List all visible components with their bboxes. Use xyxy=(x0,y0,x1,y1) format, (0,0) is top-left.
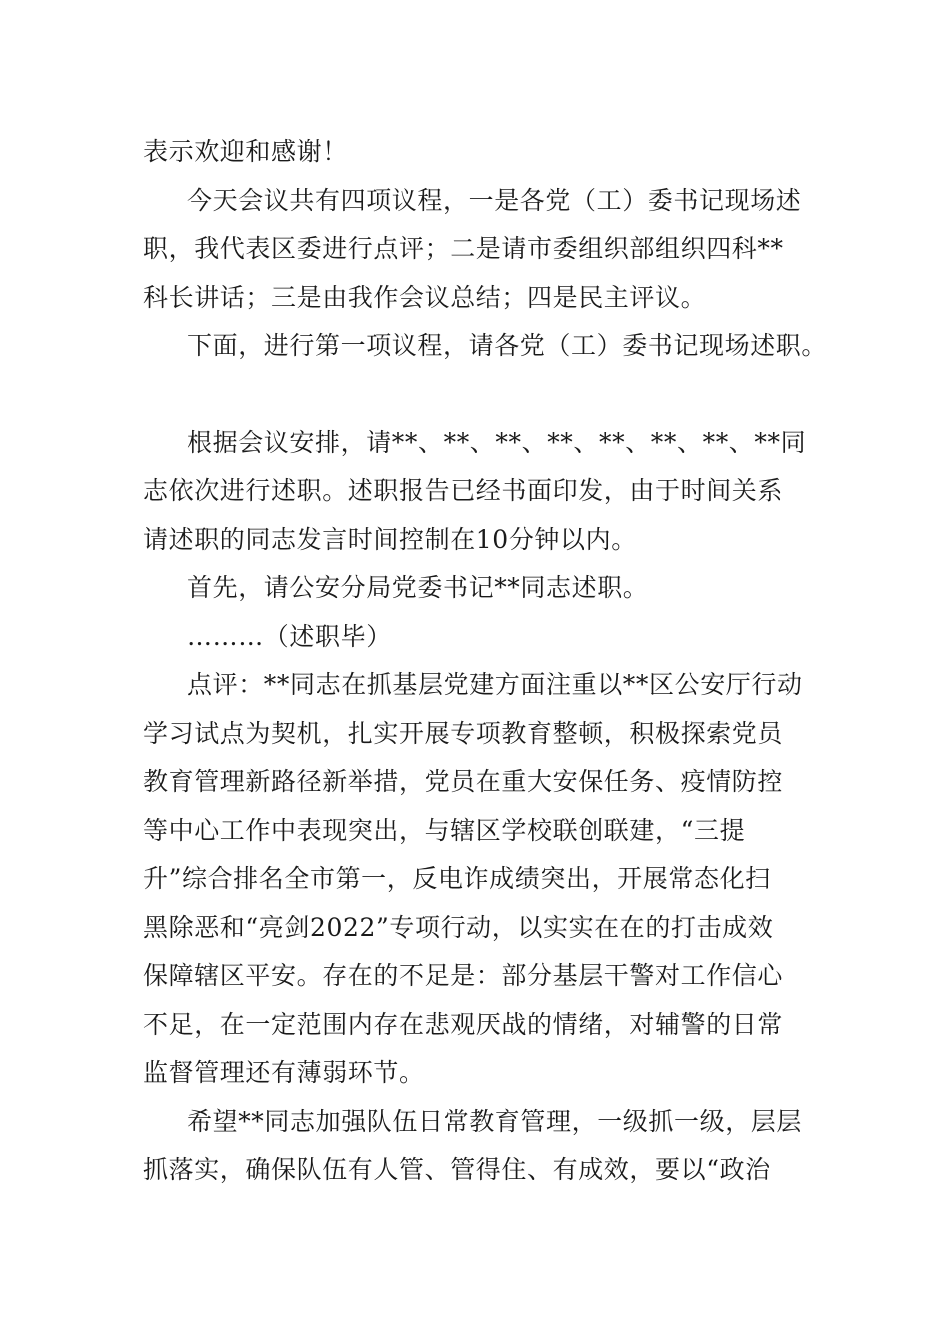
paragraph-review xyxy=(143,661,815,1098)
paragraph-agenda xyxy=(143,177,815,323)
text-line: 下面，进行第一项议程，请各党（工）委书记现场述职。 xyxy=(187,331,828,360)
text-line: 希望**同志加强队伍日常教育管理，一级抓一级，层层 xyxy=(187,1106,803,1136)
text-line: 等中心工作中表现突出，与辖区学校联创联建，“三提 xyxy=(143,815,746,845)
text-line: 抓落实，确保队伍有人管、管得住、有成效，要以“政治 xyxy=(143,1155,771,1184)
text-line: 根据会议安排，请**、**、**、**、**、**、**、**同 xyxy=(187,427,807,457)
text-line: 教育管理新路径新举措，党员在重大安保任务、疫情防控 xyxy=(143,767,784,796)
text-line: 保障辖区平安。存在的不足是：部分基层干警对工作信心 xyxy=(143,961,784,990)
text-line: 志依次进行述职。述职报告已经书面印发，由于时间关系 xyxy=(143,476,784,505)
text-line: 升”综合排名全市第一，反电诈成绩突出，开展常态化扫 xyxy=(143,864,771,893)
paragraph-arrangement xyxy=(143,419,815,565)
paragraph-report-end xyxy=(143,613,815,662)
paragraph-hope xyxy=(143,1098,815,1195)
text-line: 学习试点为契机，扎实开展专项教育整顿，积极探索党员 xyxy=(143,718,784,748)
text-line: 黑除恶和“亮剑2022”专项行动，以实实在在的打击成效 xyxy=(143,912,774,942)
text-line: 科长讲话；三是由我作会议总结；四是民主评议。 xyxy=(143,282,707,312)
paragraph-first-speaker xyxy=(143,564,815,613)
text-line: ………（述职毕） xyxy=(187,621,392,651)
text-line: 监督管理还有薄弱环节。 xyxy=(143,1058,425,1087)
text-line: 请述职的同志发言时间控制在10分钟以内。 xyxy=(143,524,637,554)
paragraph-first-item xyxy=(143,322,828,371)
text-line: 点评：**同志在抓基层党建方面注重以**区公安厅行动 xyxy=(187,670,803,699)
document-body xyxy=(143,128,828,1195)
text-line: 不足，在一定范围内存在悲观厌战的情绪，对辅警的日常 xyxy=(143,1009,784,1039)
text-line: 首先，请公安分局党委书记**同志述职。 xyxy=(187,573,649,602)
paragraph-welcome xyxy=(143,128,815,177)
paragraph-spacer xyxy=(143,371,815,419)
text-line: 今天会议共有四项议程，一是各党（工）委书记现场述 xyxy=(187,185,802,215)
text-line: 表示欢迎和感谢！ xyxy=(143,137,348,166)
text-line: 职，我代表区委进行点评；二是请市委组织部组织四科** xyxy=(143,234,784,263)
